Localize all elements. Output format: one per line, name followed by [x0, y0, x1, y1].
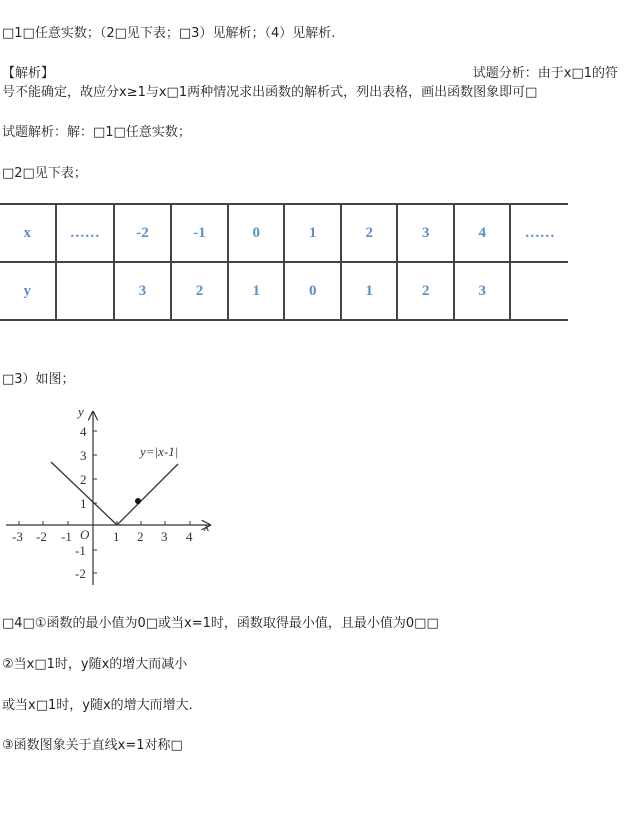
- table-cell: 1: [341, 262, 398, 320]
- table-cell: 2: [171, 262, 228, 320]
- table-cell: 2: [341, 204, 398, 262]
- table-row-y: [0, 262, 568, 320]
- y-tick-label: -1: [75, 543, 86, 558]
- x-tick-label: 2: [137, 529, 144, 544]
- table-cell: 1: [284, 204, 341, 262]
- answer-line: □1□任意实数；（2□见下表；□3）见解析；（4）见解析.: [2, 26, 336, 41]
- origin-label: O: [80, 527, 90, 542]
- analysis-label: 【解析】: [2, 66, 55, 81]
- table-cell: 3: [397, 204, 454, 262]
- table-cell: 1: [228, 262, 285, 320]
- analysis-text: 号不能确定，故应分x≥1与x□1两种情况求出函数的解析式，列出表格，画出函数图象即可□: [2, 85, 538, 100]
- table-cell: 4: [454, 204, 511, 262]
- x-axis-label: x: [204, 519, 210, 534]
- solution-part2: □2□见下表；: [2, 166, 87, 181]
- function-label: y=|x-1|: [140, 444, 179, 459]
- table-cell: ……: [510, 204, 568, 262]
- table-cell: 0: [228, 204, 285, 262]
- analysis-intro: 试题分析：由于x□1的符: [472, 66, 618, 81]
- y-tick-label: 1: [80, 496, 87, 511]
- solution-part3: □3）如图；: [2, 372, 75, 387]
- table-row-x: [0, 204, 568, 262]
- x-tick-label: -1: [61, 529, 72, 544]
- table-cell: [56, 262, 115, 320]
- table-cell: -2: [114, 204, 171, 262]
- x-tick-label: -2: [36, 529, 47, 544]
- y-tick-label: 2: [80, 472, 87, 487]
- table-cell: 3: [114, 262, 171, 320]
- x-tick-label: 3: [161, 529, 168, 544]
- function-graph: [0, 400, 230, 595]
- table-cell: 0: [284, 262, 341, 320]
- part4-line1: □4□①函数的最小值为0□或当x=1时，函数取得最小值，且最小值为0□□: [2, 616, 439, 631]
- x-tick-label: 4: [186, 529, 193, 544]
- value-table: [0, 203, 568, 321]
- part4-line4: ③函数图象关于直线x=1对称□: [2, 738, 183, 753]
- table-cell: y: [0, 262, 56, 320]
- table-cell: [510, 262, 568, 320]
- x-tick-label: -3: [12, 529, 23, 544]
- graph-point: [135, 498, 141, 504]
- x-tick-label: 1: [113, 529, 120, 544]
- solution-part1: 试题解析：解：□1□任意实数；: [2, 125, 191, 140]
- y-axis-label: y: [78, 404, 84, 419]
- graph-right-branch: [117, 464, 178, 525]
- table-cell: 2: [397, 262, 454, 320]
- part4-line2: ②当x□1时，y随x的增大而减小: [2, 657, 188, 672]
- table-cell: -1: [171, 204, 228, 262]
- table-cell: x: [0, 204, 56, 262]
- y-tick-label: -2: [75, 566, 86, 581]
- y-tick-label: 3: [80, 448, 87, 463]
- table-cell: ……: [56, 204, 115, 262]
- table-cell: 3: [454, 262, 511, 320]
- part4-line3: 或当x□1时，y随x的增大而增大．: [2, 698, 202, 713]
- y-tick-label: 4: [80, 424, 87, 439]
